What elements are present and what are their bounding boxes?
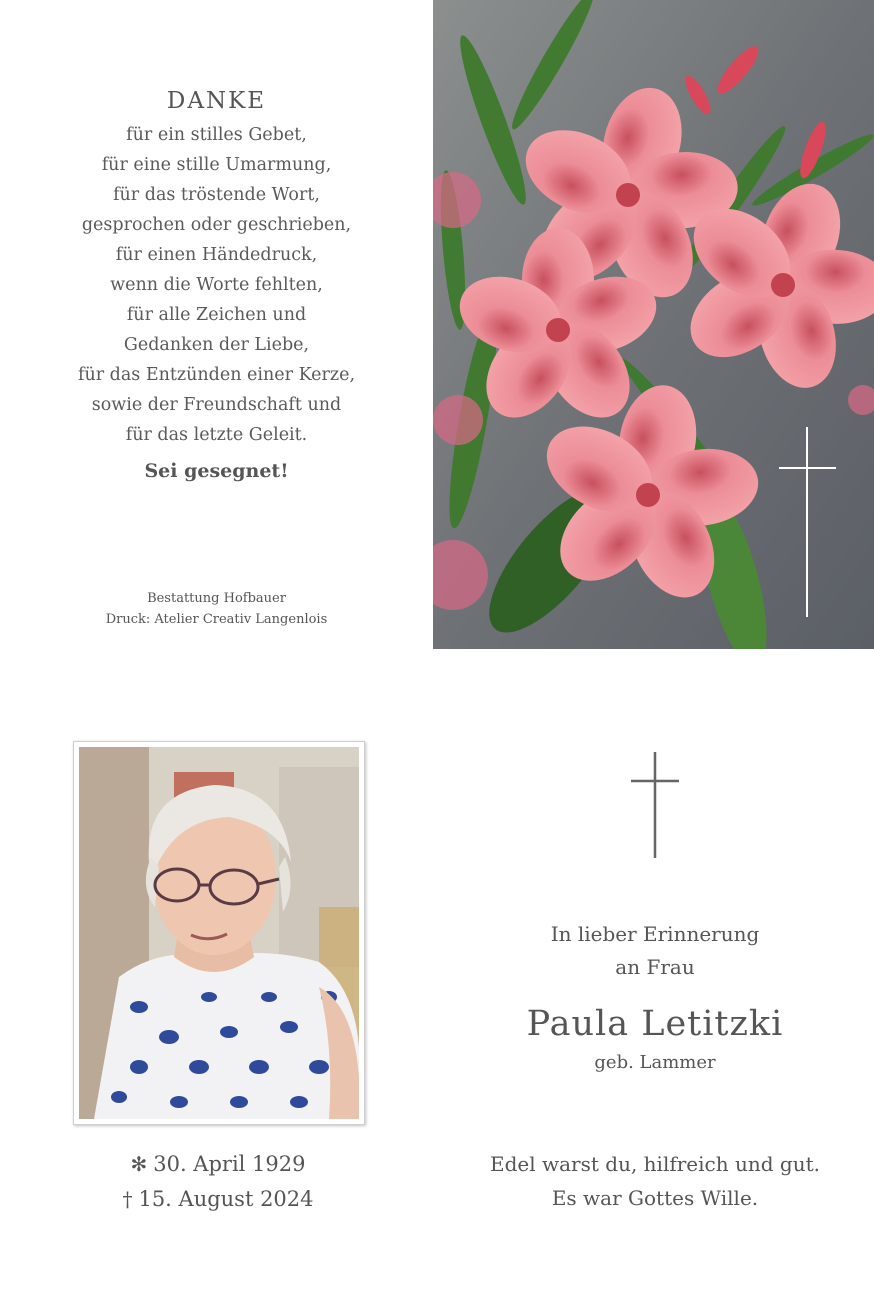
oleander-flower-image: [433, 0, 874, 649]
thank-you-line: für alle Zeichen und: [126, 305, 307, 325]
print-credit: Druck: Atelier Creativ Langenlois: [105, 612, 328, 627]
death-date-row: [0, 1182, 436, 1217]
maiden-name: geb. Lammer: [594, 1052, 716, 1073]
funeral-home-credit: Bestattung Hofbauer: [147, 591, 286, 606]
thank-you-line: für das tröstende Wort,: [113, 185, 320, 205]
blessing-text: Sei gesegnet!: [144, 460, 289, 482]
in-memory-line: In lieber Erinnerung: [550, 922, 760, 946]
flower-illustration: [433, 0, 874, 649]
thank-you-line: für das Entzünden einer Kerze,: [77, 365, 356, 385]
thank-you-line: Gedanken der Liebe,: [123, 335, 310, 355]
thank-you-line: für das letzte Geleit.: [125, 425, 308, 445]
life-dates: [0, 1147, 436, 1217]
birth-date-row: [0, 1147, 436, 1182]
credits: [0, 588, 433, 630]
thank-you-line: für ein stilles Gebet,: [126, 125, 307, 145]
thank-you-title: DANKE: [166, 88, 267, 114]
thank-you-line: wenn die Worte fehlten,: [110, 275, 323, 295]
thank-you-line: gesprochen oder geschrieben,: [81, 215, 352, 235]
birth-star-icon: ✻: [130, 1152, 148, 1176]
thank-you-section: [0, 88, 433, 482]
portrait-illustration: [79, 747, 359, 1119]
deceased-name: Paula Letitzki: [526, 1004, 784, 1044]
portrait-frame: [73, 741, 365, 1125]
memorial-verse: [436, 1147, 874, 1215]
salutation-line: an Frau: [615, 955, 695, 979]
thank-you-line: für eine stille Umarmung,: [101, 155, 332, 175]
death-date: 15. August 2024: [138, 1187, 314, 1211]
cross-icon: [630, 752, 680, 858]
birth-date: 30. April 1929: [153, 1152, 306, 1176]
portrait-photo: [79, 747, 359, 1119]
in-memory-text: [436, 918, 874, 984]
verse-line: Edel warst du, hilfreich und gut.: [490, 1152, 820, 1176]
thank-you-line: für einen Händedruck,: [115, 245, 318, 265]
verse-line: Es war Gottes Wille.: [551, 1186, 759, 1210]
death-cross-icon: †: [122, 1187, 133, 1211]
thank-you-line: sowie der Freundschaft und: [91, 395, 342, 415]
